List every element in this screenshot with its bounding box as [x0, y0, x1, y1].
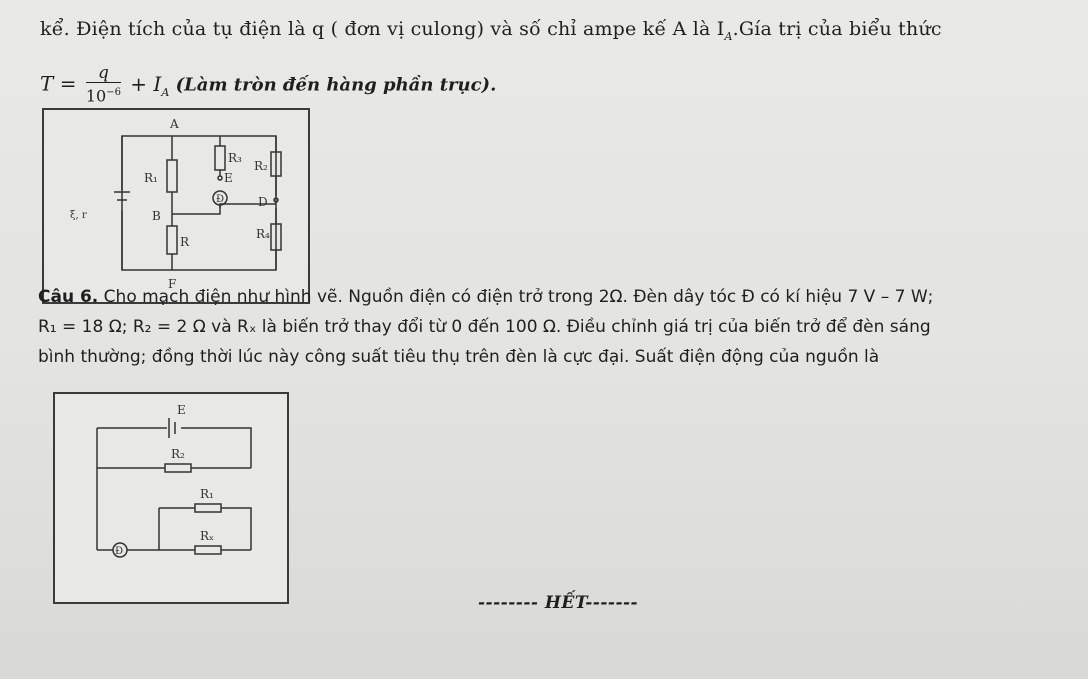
question-line-1: Câu 6. Cho mạch điện như hình vẽ. Nguồn điện có điện trở trong 2Ω. Đèn dây tóc Đ có kí hiệu 7 V – 7 W;	[38, 287, 934, 307]
label-R1: R₁	[200, 487, 214, 501]
circuit-2-drawing	[55, 394, 287, 602]
formula-fraction	[86, 64, 121, 106]
question-number: Câu 6.	[38, 287, 99, 307]
question-line-2: R₁ = 18 Ω; R₂ = 2 Ω và Rₓ là biến trở thay đổi từ 0 đến 100 Ω. Điều chỉnh giá trị của biến trở để đèn sáng	[38, 317, 931, 337]
formula-plus-term: + $I_A$	[130, 71, 170, 99]
label-R3: R₃	[228, 151, 242, 165]
label-R4: R₄	[256, 227, 270, 241]
label-R1: R₁	[144, 171, 158, 185]
formula-numerator: q	[86, 64, 121, 83]
circuit-1-drawing	[44, 110, 308, 302]
formula-note: (Làm tròn đến hàng phần trục).	[175, 74, 497, 96]
intro-text-line: kể. Điện tích của tụ điện là q ( đơn vị culong) và số chỉ ampe kế A là $I_A.Gía$ trị của biểu thức	[40, 18, 942, 43]
formula-lhs: T =	[40, 71, 77, 96]
question-line-3: bình thường; đồng thời lúc này công suất tiêu thụ trên đèn là cực đại. Suất điện động của nguồn là	[38, 347, 880, 367]
label-lamp: Đ	[216, 194, 225, 205]
label-R: R	[180, 235, 190, 249]
formula-line	[40, 64, 496, 106]
label-B: B	[152, 209, 161, 223]
label-source: ξ, r	[70, 210, 87, 221]
formula-denominator: $10^{-6}$	[85, 86, 121, 106]
circuit-diagram-1	[42, 108, 310, 304]
label-R2: R₂	[254, 159, 268, 173]
label-source-E: E	[177, 403, 186, 417]
end-marker: -------- HẾT-------	[478, 593, 639, 613]
label-Rx: Rₓ	[200, 529, 215, 543]
label-R2: R₂	[171, 447, 185, 461]
label-lamp: Đ	[115, 546, 124, 557]
label-F: F	[168, 277, 177, 291]
label-A: A	[170, 117, 179, 131]
circuit-diagram-2	[53, 392, 289, 604]
label-D: D	[258, 195, 268, 209]
label-E: E	[224, 171, 233, 185]
